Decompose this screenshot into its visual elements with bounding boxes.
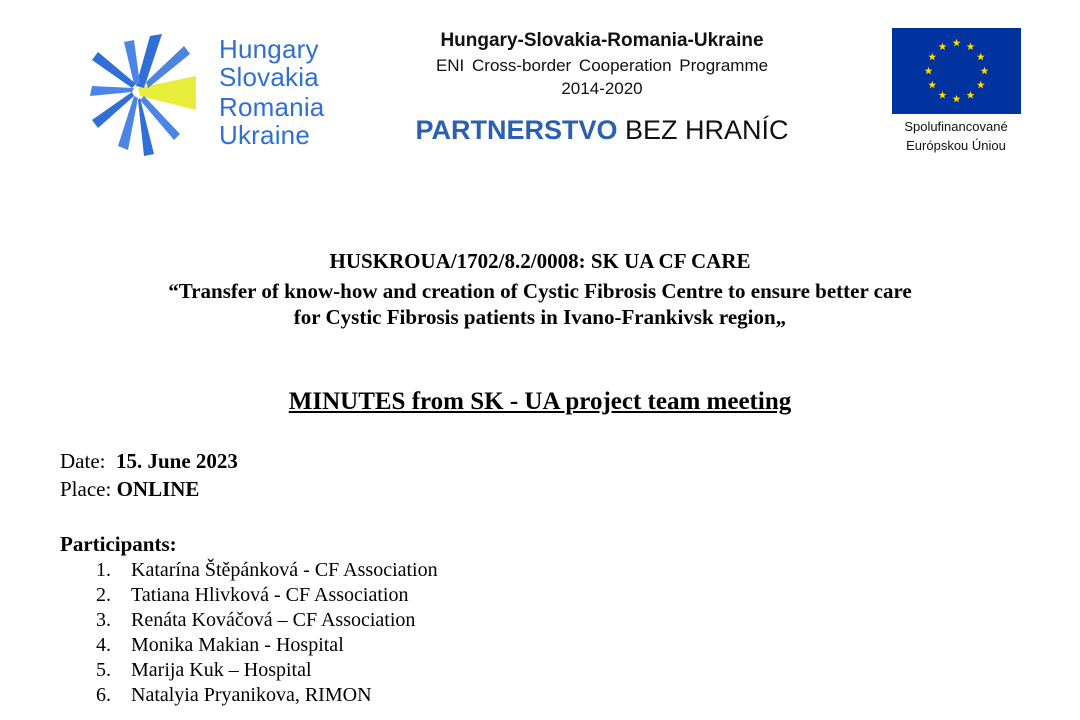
programme-subtitle: ENI Cross-border Cooperation Programme bbox=[435, 56, 769, 75]
project-code: HUSKROUA/1702/8.2/0008: SK UA CF CARE bbox=[329, 249, 751, 273]
date-value: 15. June 2023 bbox=[115, 449, 238, 473]
participant-number: 1. bbox=[96, 559, 111, 581]
meeting-date bbox=[60, 449, 238, 474]
minutes-title: MINUTES from SK - UA project team meeting bbox=[288, 388, 792, 415]
programme-years: 2014-2020 bbox=[561, 79, 643, 98]
partnership-slogan-highlight: PARTNERSTVO bbox=[415, 115, 618, 145]
date-label: Date: bbox=[60, 449, 106, 473]
participant-text: Natalyia Pryanikova, RIMON bbox=[131, 684, 372, 706]
participant-text: Monika Makian - Hospital bbox=[131, 634, 344, 656]
participant-item bbox=[96, 583, 408, 608]
participant-number: 2. bbox=[96, 584, 111, 606]
participant-text: Tatiana Hlivková - CF Association bbox=[131, 584, 409, 606]
participant-item bbox=[96, 608, 415, 633]
place-label: Place: bbox=[60, 477, 112, 501]
participant-item bbox=[96, 683, 372, 708]
logo-word-romania: Romania bbox=[219, 92, 325, 122]
programme-logo-icon bbox=[88, 30, 198, 158]
participants-heading: Participants: bbox=[60, 532, 177, 556]
meeting-place bbox=[60, 477, 199, 502]
eu-caption-line1: Spolufinancované bbox=[904, 119, 1008, 134]
participant-number: 4. bbox=[96, 634, 111, 656]
participant-text: Marija Kuk – Hospital bbox=[131, 659, 312, 681]
logo-word-slovakia: Slovakia bbox=[219, 62, 319, 92]
logo-word-hungary: Hungary bbox=[219, 34, 319, 64]
partnership-slogan-rest: BEZ HRANÍC bbox=[625, 115, 789, 145]
participant-item bbox=[96, 658, 312, 683]
project-title-line2: for Cystic Fibrosis patients in Ivano-Frankivsk region„ bbox=[293, 305, 787, 329]
eu-caption-line2: Európskou Úniou bbox=[906, 138, 1006, 153]
programme-title: Hungary-Slovakia-Romania-Ukraine bbox=[440, 30, 764, 51]
partnership-slogan bbox=[380, 115, 824, 146]
participant-number: 3. bbox=[96, 609, 111, 631]
participant-text: Katarína Štěpánková - CF Association bbox=[131, 559, 438, 581]
logo-word-ukraine: Ukraine bbox=[219, 120, 310, 150]
place-value: ONLINE bbox=[116, 477, 200, 501]
eu-flag-icon bbox=[892, 28, 1021, 114]
participant-number: 6. bbox=[96, 684, 111, 706]
project-title-line1: “Transfer of know-how and creation of Cystic Fibrosis Centre to ensure better care bbox=[168, 279, 912, 303]
participant-item bbox=[96, 633, 344, 658]
participant-text: Renáta Kováčová – CF Association bbox=[131, 609, 416, 631]
participant-item bbox=[96, 558, 438, 583]
participant-number: 5. bbox=[96, 659, 111, 681]
